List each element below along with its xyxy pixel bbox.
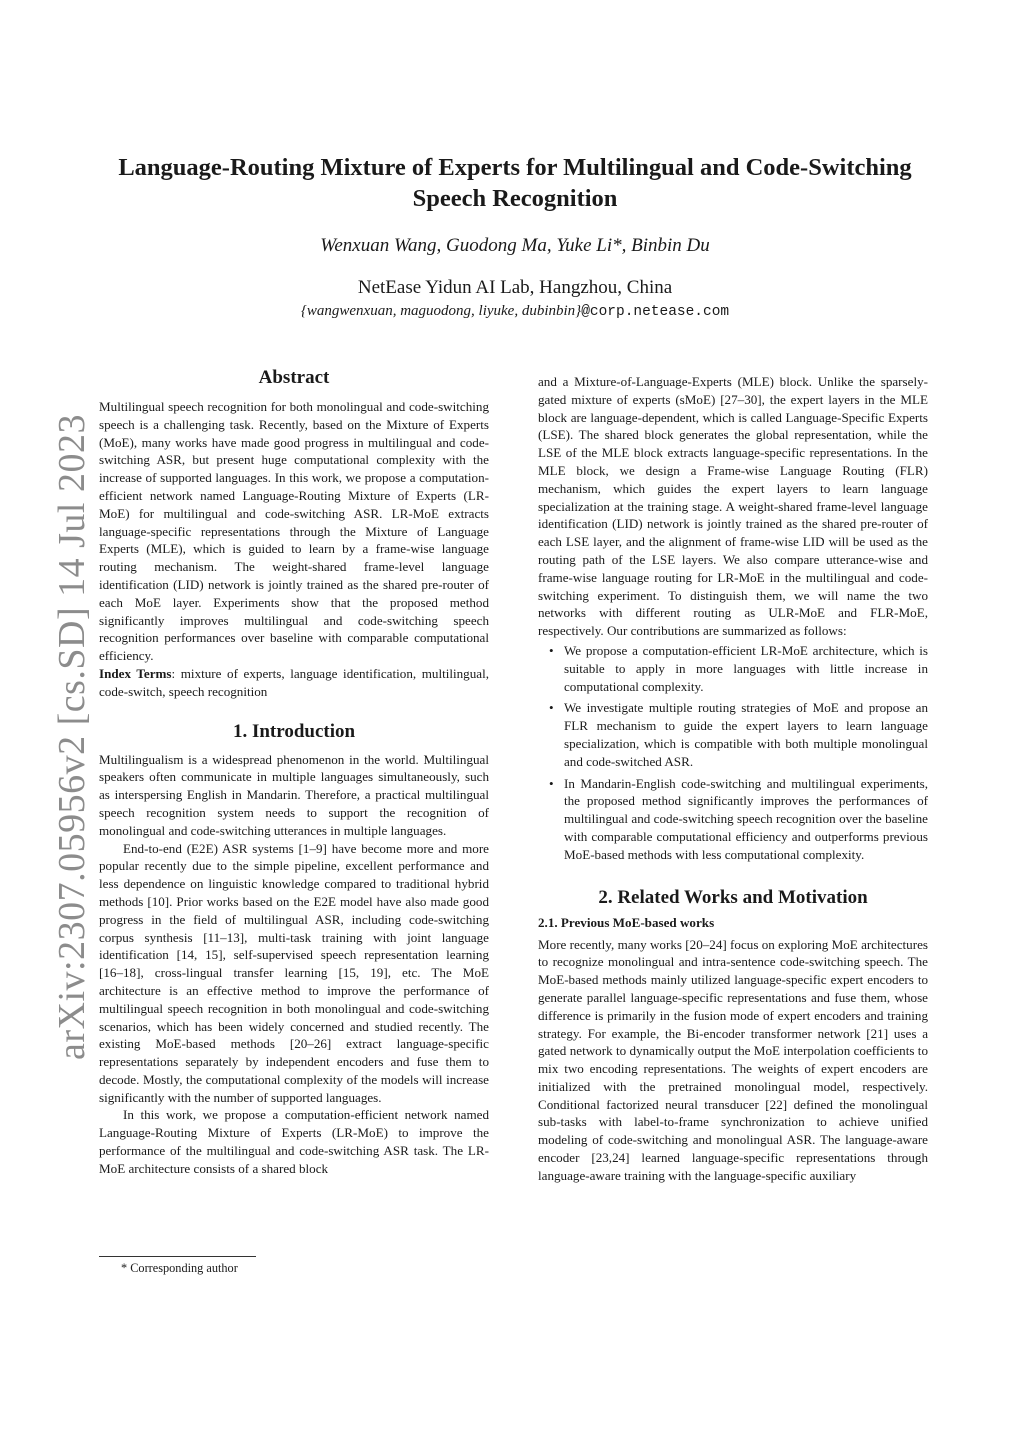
list-item-text: We propose a computation-efficient LR-MoE architecture, which is suitable to apply in more languages with little increase in computational complexity. — [564, 642, 928, 694]
email-domain: @corp.netease.com — [581, 304, 730, 320]
list-item — [538, 775, 928, 864]
paper-title-line-2: Speech Recognition — [412, 185, 618, 212]
list-item-text: We investigate multiple routing strategies of MoE and propose an FLR mechanism to guide the expert layers to learn language specialization, which is compatible with both multiple monolingual and code-switched ASR. — [564, 700, 928, 769]
intro-paragraph-1: Multilingualism is a widespread phenomenon in the world. Multilingual speakers often communicate in multiple languages simultaneously, such as interspersing English in Mandarin. Therefore, a practical multilingual speech recognition system needs to support the recognition of monolingual and code-switching utterances in multiple languages. — [99, 751, 489, 838]
abstract-heading: Abstract — [258, 367, 330, 388]
related-works-paragraph: More recently, many works [20–24] focus on exploring MoE architectures to recognize monolingual and intra-sentence code-switching speech. The MoE-based methods mainly utilized language-specific expert encoders to generate parallel language-specific representations and fuse them, whose difference is primarily in the fusion mode of expert encoders and training strategy. For example, the Bi-encoder transformer network [21] uses a gated network to dynamically output the MoE interpolation coefficients to mix two encoding representations. The weights of expert encoders are initialized with the pretrained monolingual model, respectively. Conditional factorized neural transducer [22] defined the monolingual sub-tasks with label-to-frame synchronization to achieve unified modeling of code-switching and monolingual ASR. The language-aware encoder [23,24] learned language-specific representations through language-aware training with the language-specific auxiliary — [538, 936, 928, 1183]
arxiv-identifier: arXiv:2307.05956v2 [cs.SD] 14 Jul 2023 — [51, 414, 93, 1060]
intro-paragraph-2: End-to-end (E2E) ASR systems [1–9] have become more and more popular recently due to the simple pipeline, excellent performance and less dependence on linguistic knowledge compared to traditional hybrid methods [10]. Prior works based on the E2E model have also made good progress in the field of multilingual ASR, including code-switching corpus synthesis [11–13], multi-task training with joint language identification [14, 15], self-supervised speech representation learning [16–18], cross-lingual transfer learning [15, 19], etc. The MoE architecture is an effective method to improve the performance of multilingual speech recognition in both monolingual and code-switching scenarios, which has been widely concerned and studied recently. The existing MoE-based methods [20–26] extract language-specific representations separately by independent encoders and fuse them to decode. Mostly, the computational complexity of the models will increase significantly with the number of supported languages. — [99, 840, 489, 1105]
list-item — [538, 642, 928, 695]
introduction-heading: 1. Introduction — [232, 720, 356, 742]
list-item — [538, 699, 928, 770]
index-terms — [99, 665, 489, 701]
footnote: * Corresponding author — [121, 1261, 238, 1275]
index-terms-list: : mixture of experts, language identification, multilingual, code-switch, speech recognition — [99, 665, 490, 699]
author-emails — [90, 303, 940, 320]
contributions-list — [538, 642, 928, 864]
paper-title-line-1: Language-Routing Mixture of Experts for Multilingual and Code-Switching — [118, 154, 912, 181]
bullet-icon: • — [549, 642, 554, 658]
author-list: Wenxuan Wang, Guodong Ma, Yuke Li*, Binbin Du — [320, 235, 710, 256]
right-column — [538, 373, 928, 1185]
abstract-text: Multilingual speech recognition for both monolingual and code-switching speech is a challenging task. Recently, based on the Mixture of Experts (MoE), many works have made good progress in multilingual and code-switching ASR, but present huge computational complexity with the increase of supported languages. In this work, we propose a computation-efficient network named Language-Routing Mixture of Experts (LR-MoE) for multilingual and code-switching ASR. LR-MoE extracts language-specific representations through the Mixture of Language Experts (MLE), which is guided to learn by a frame-wise language routing mechanism. The weight-shared frame-level language identification (LID) network is jointly trained as the shared pre-router of each MoE layer. Experiments show that the proposed method significantly improves multilingual and code-switching speech recognition performances over baseline with comparable computational efficiency. — [99, 399, 489, 664]
intro-paragraph-3: In this work, we propose a computation-efficient network named Language-Routing Mixture of Experts (LR-MoE) to improve the performance of the multilingual and code-switching ASR task. The LR-MoE architecture consists of a shared block — [99, 1107, 489, 1176]
paper-title — [90, 152, 940, 214]
related-works-heading: 2. Related Works and Motivation — [598, 886, 868, 908]
left-column — [99, 366, 489, 1178]
bullet-icon: • — [549, 775, 554, 791]
email-names: {wangwenxuan, maguodong, liyuke, dubinbin} — [300, 303, 582, 319]
index-terms-label: Index Terms — [99, 665, 172, 681]
intro-paragraph-continued: and a Mixture-of-Language-Experts (MLE) block. Unlike the sparsely-gated mixture of experts (sMoE) [27–30], the expert layers in the MLE block are language-dependent, which is called Language-Specific Experts (LSE). The shared block generates the global representation, while the LSE of the MLE block extracts language-specific representations. In the MLE block, we design a Frame-wise Language Routing (FLR) mechanism, which guides the expert layers to learn language specialization at the training stage. A weight-shared frame-level language identification (LID) network is jointly trained as the shared pre-router of each LSE layer, and the alignment of frame-wise LID will be used as the routing path of the LSE layers. We also compare utterance-wise and frame-wise language routing for LR-MoE in the multilingual and code-switching experiment. To distinguish them, we will name the two networks with different routing as ULR-MoE and FLR-MoE, respectively. Our contributions are summarized as follows: — [538, 374, 928, 639]
footnote-divider — [99, 1256, 256, 1257]
subsection-heading: 2.1. Previous MoE-based works — [538, 914, 715, 930]
list-item-text: In Mandarin-English code-switching and multilingual experiments, the proposed method significantly improves the performances of multilingual and code-switching speech recognition over the baseline with comparable computational efficiency and outperforms previous MoE-based methods with less computational complexity. — [564, 775, 928, 862]
affiliation: NetEase Yidun AI Lab, Hangzhou, China — [357, 277, 673, 298]
bullet-icon: • — [549, 700, 554, 716]
